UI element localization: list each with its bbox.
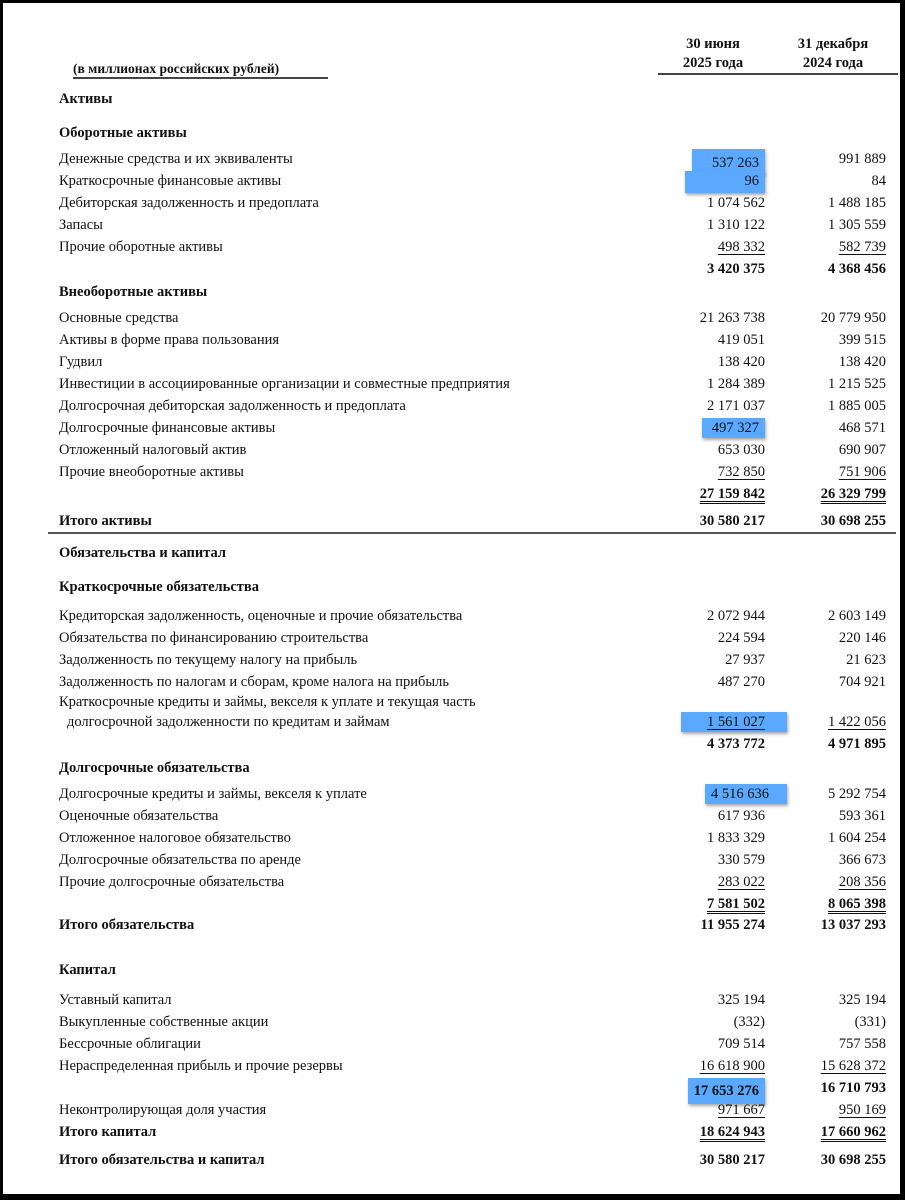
units-underline [73, 77, 328, 79]
table-row: Долгосрочные кредиты и займы, векселя к уплате 4 516 636 5 292 754 [59, 786, 886, 802]
table-row: Гудвил 138 420 138 420 [59, 354, 886, 370]
subtotal-row-current-assets: 3 420 375 4 368 456 [707, 261, 886, 277]
subtotal-row-equity-parent: 17 653 276 16 710 793 [3, 1078, 900, 1098]
total-row-liabilities: Итого обязательства 11 955 274 13 037 293 [59, 917, 886, 933]
table-row: Прочие внеоборотные активы 732 850 751 906 [59, 464, 886, 480]
table-row: Отложенный налоговый актив 653 030 690 907 [59, 442, 886, 458]
highlighted-value: 497 327 [702, 418, 765, 438]
table-row: Прочие долгосрочные обязательства 283 022 208 356 [59, 874, 886, 890]
subtotal-row-noncurrent-assets: 27 159 842 26 329 799 [699, 486, 886, 502]
section-title-assets: Активы [59, 91, 113, 107]
balance-sheet-page [3, 3, 900, 1194]
table-row: долгосрочной задолженности по кредитам и займам 1 561 027 1 422 056 [67, 714, 886, 730]
header-underline [658, 73, 898, 75]
table-row: Выкупленные собственные акции (332) (331) [59, 1014, 886, 1030]
total-row-liab-equity: Итого обязательства и капитал 30 580 217 30 698 255 [59, 1152, 886, 1168]
section-separator [48, 532, 896, 534]
table-row: Задолженность по текущему налогу на прибыль 27 937 21 623 [59, 652, 886, 668]
units-caption: (в миллионах российских рублей) [73, 61, 280, 76]
section-title-noncurrent-liab: Долгосрочные обязательства [59, 760, 250, 776]
table-row: Отложенное налоговое обязательство 1 833 329 1 604 254 [59, 830, 886, 846]
table-row: Неконтролирующая доля участия 971 667 950 169 [59, 1102, 886, 1118]
table-row: Инвестиции в ассоциированные организации и совместные предприятия 1 284 389 1 215 525 [59, 376, 886, 392]
highlighted-value: 17 653 276 [688, 1078, 765, 1104]
highlighted-value: 537 263 [692, 149, 765, 174]
table-row: Долгосрочные обязательства по аренде 330 579 366 673 [59, 852, 886, 868]
table-row: Прочие оборотные активы 498 332 582 739 [59, 239, 886, 255]
table-row: Бессрочные облигации 709 514 757 558 [59, 1036, 886, 1052]
table-row: Долгосрочные финансовые активы 497 327 468 571 [59, 420, 886, 436]
section-title-current-liab: Краткосрочные обязательства [59, 579, 259, 595]
column-header-2024: 31 декабря 2024 года [797, 36, 869, 71]
section-title-current-assets: Оборотные активы [59, 125, 187, 141]
section-title-liab-equity: Обязательства и капитал [59, 545, 227, 561]
table-row: Краткосрочные кредиты и займы, векселя к уплате и текущая часть [59, 694, 476, 710]
table-row: Долгосрочная дебиторская задолженность и предоплата 2 171 037 1 885 005 [59, 398, 886, 414]
table-row: Активы в форме права пользования 419 051 399 515 [59, 332, 886, 348]
table-row: Запасы 1 310 122 1 305 559 [59, 217, 886, 233]
highlighted-value: 1 561 027 [681, 712, 787, 732]
table-row: Дебиторская задолженность и предоплата 1 074 562 1 488 185 [59, 195, 886, 211]
table-row: Оценочные обязательства 617 936 593 361 [59, 808, 886, 824]
section-title-equity: Капитал [59, 962, 116, 978]
table-row: Задолженность по налогам и сборам, кроме налога на прибыль 487 270 704 921 [59, 674, 886, 690]
table-row: Кредиторская задолженность, оценочные и прочие обязательства 2 072 944 2 603 149 [59, 608, 886, 624]
table-row: Уставный капитал 325 194 325 194 [59, 992, 886, 1008]
subtotal-row-noncurrent-liab: 7 581 502 8 065 398 [707, 896, 886, 912]
total-row-equity: Итого капитал 18 624 943 17 660 962 [59, 1124, 886, 1140]
highlighted-value: 4 516 636 [705, 784, 787, 804]
subtotal-row-current-liab: 4 373 772 4 971 895 [707, 736, 886, 752]
section-title-noncurrent-assets: Внеоборотные активы [59, 284, 208, 300]
table-row: Основные средства 21 263 738 20 779 950 [59, 310, 886, 326]
column-header-2025: 30 июня 2025 года [682, 36, 744, 71]
table-row: Краткосрочные финансовые активы 96 84 [3, 171, 900, 191]
total-row-assets: Итого активы 30 580 217 30 698 255 [59, 513, 886, 529]
table-row: Денежные средства и их эквиваленты 537 263 991 889 [3, 149, 900, 169]
table-row: Обязательства по финансированию строительства 224 594 220 146 [59, 630, 886, 646]
highlighted-value: 96 [685, 171, 766, 193]
table-row: Нераспределенная прибыль и прочие резервы 16 618 900 15 628 372 [59, 1058, 886, 1074]
